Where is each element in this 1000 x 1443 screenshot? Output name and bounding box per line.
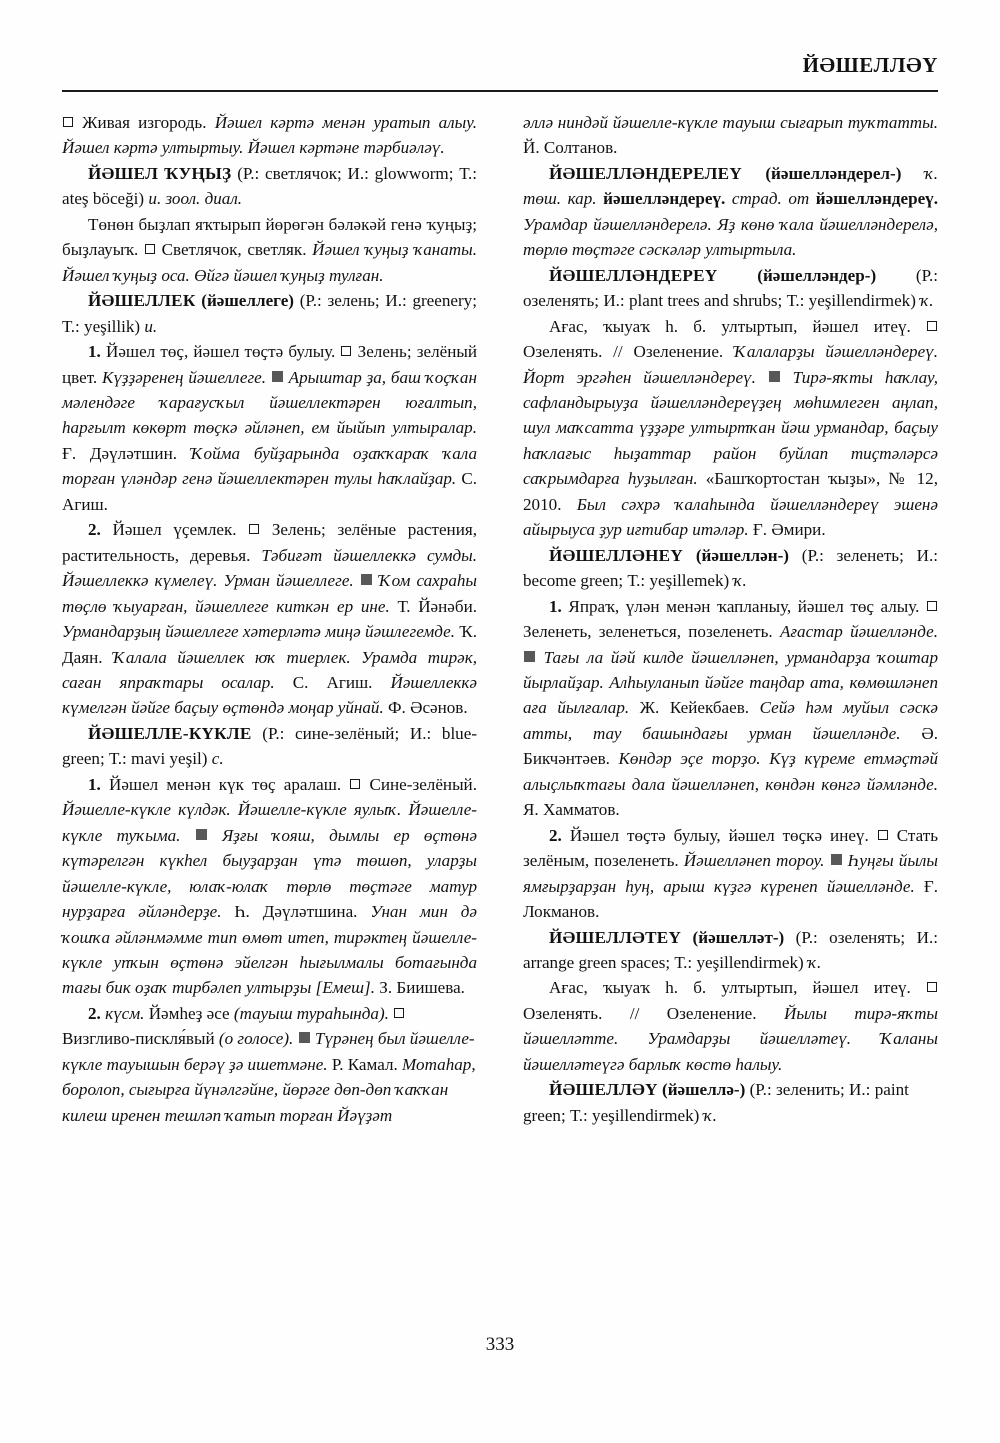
sense-number: 1. [88,342,101,362]
definition: Йәшел үҫемлек. [112,520,237,540]
continuation-paragraph [523,110,938,161]
examples: Йәшелләнеп тороу. [683,851,825,871]
citation-text: Был сәхрә ҡалаһында йәшелләндереү эшенә айырыуса ҙур иғтибар итәләр. [523,494,938,540]
headword-inflection: (йәшелләт-) [692,927,785,947]
headword: ЙӘШЕЛЛӘТЕҮ [549,927,682,947]
grammar-label: и. зоол. диал. [148,189,243,209]
russian-gloss-marker-icon [927,982,937,992]
examples: Урамдар йәшелләндерелә. Яҙ көнө ҡала йәшелләндерелә, төрлө төҫтәге сәскәләр ултыртыла. [523,214,938,260]
definition: Япраҡ, үлән менән ҡапланыу, йәшел төҫ алыу. [568,596,920,616]
entry-headword-line [523,1077,938,1128]
headword: ЙӘШЕЛЛӘНДЕРЕЛЕҮ [549,163,743,183]
en-label: И.: [385,291,407,311]
en-label: И.: [347,163,369,183]
entry-headword-line [62,161,477,212]
russian-cross-reference: йәшелләндереү. [815,189,938,209]
en-equivalent: become green; [523,571,624,591]
citation-marker-icon [831,854,842,865]
equiv-open: ( [801,545,808,565]
russian-gloss-marker-icon [350,779,360,789]
examples: Күҙҙәренең йәшеллеге. [102,367,266,387]
ru-equivalent: озеленять; [523,291,600,311]
ru-equivalent: зеленить; [775,1080,845,1100]
tr-equivalent: yeşillendirmek) [696,952,804,972]
examples: Ағастар йәшелләнде. [779,622,938,642]
sense-number: 2. [88,520,101,540]
sense-paragraph [523,594,938,823]
citation-text: Тағы ла йәй килде йәшелләнеп, урмандарҙа ҡоштар йырлайҙар. Алһыуланып йәйге таңдар ата, көмөшләнеп аға йылғалар. [523,647,938,718]
ru-label: Р.: [801,927,818,947]
russian-gloss: Визгливо-пискля́вый [62,1029,215,1049]
en-equivalent: blue-green; [62,723,478,769]
tr-label: Т.: [627,571,646,591]
equiv-open: ( [749,1080,756,1100]
citation-author: Ж. Кейекбаев. [639,698,750,718]
citation-marker-icon [769,371,780,382]
citation-author: Һ. Дәүләтшина. [234,902,358,922]
ru-label: Р.: [921,265,938,285]
usage-label: күсм. [105,1003,145,1023]
sense-paragraph [62,1001,477,1128]
tr-equivalent: yeşillendirmek) [808,291,916,311]
ru-label: Р.: [267,723,285,743]
en-equivalent: glowworm; [374,163,454,183]
citation-author: «Башҡортостан ҡыҙы», № 12, 2010. [523,469,938,514]
citation-author: С. Агиш. [292,672,373,692]
russian-gloss: Зелень; зелёные растения, растительность, деревья. [62,520,477,565]
citation-text: Урмандарҙың йәшеллеге хәтерләтә миңә йәшлегемде. [62,622,455,642]
headword-inflection: (йәшеллеге) [201,291,294,311]
citation-text: Түрәнең был йәшелле-күкле тауышын берәү ҙә ишетмәне. [62,1029,475,1074]
ru-equivalent: зелень; [327,291,380,311]
citation-text: Йәшеллеккә күмелгән йәйге баҫыу өҫтөндә моңар уйнай. [62,672,477,718]
citation-text: Мотаһар, боролоп, сығырға йүнәлгәйне, йөрәге дөп-дөп ҡаҡҡан килеш иренен тешләп ҡатып торған Йәүҙәт [62,1054,476,1125]
citation-text: Ҡом сахраһы төҫлө ҡыуарған, йәшеллеге киткән ер ине. [62,571,477,616]
cross-reference: йәшелләндереү. [603,189,726,209]
entry-definition-paragraph [62,212,477,288]
citation-marker-icon [361,574,372,585]
citation-author: Ф. Әсәнов. [388,698,468,718]
russian-gloss-qualifier: (о голосе). [218,1029,294,1049]
russian-gloss: Зелень; зелёный цвет. [62,342,477,387]
en-label: И.: [916,545,939,565]
headword: ЙӘШЕЛЛЕК [88,291,196,311]
headword-inflection: (йәшеллә-) [662,1080,746,1100]
sense-number: 2. [88,1003,101,1023]
ru-label: Р.: [755,1080,772,1100]
examples: Йәшел ҡуңыҙ ҡанаты. Йәшел ҡуңыҙ оса. Өйгә йәшел ҡуңыҙ тулған. [62,240,477,285]
headword: ЙӘШЕЛЛӘНЕҮ [549,545,684,565]
citation-author: С. Агиш. [62,469,477,514]
citation-marker-icon [272,371,283,382]
citation-author: Ғ. Локманов. [523,876,938,922]
russian-gloss-marker-icon [878,830,888,840]
grammar-label: ҡ. [808,952,822,972]
sense-paragraph [62,772,477,1001]
en-equivalent: paint green; [523,1080,909,1125]
grammar-label: ҡ. [733,571,747,591]
tr-label: Т.: [109,749,127,769]
citation-marker-icon [299,1032,310,1043]
entry-headword-line [523,161,938,263]
headword-inflection: (йәшелләндер-) [757,265,877,285]
tr-label: Т.: [459,163,477,183]
ru-label: Р.: [305,291,322,311]
equiv-open: ( [299,291,306,311]
entry-headword-line [62,721,477,772]
en-label: И.: [409,723,432,743]
ru-equivalent: озеленять; [829,927,906,947]
russian-gloss: Светлячок, светляк. [161,240,307,260]
continuation-paragraph [62,110,477,161]
page-number: 333 [485,1334,515,1355]
ru-equivalent: зеленеть; [836,545,904,565]
russian-gloss: Стать зелёным, позеленеть. [523,825,938,871]
tr-equivalent: yeşillendirmek) [592,1105,700,1125]
russian-note: страд. от [731,189,810,209]
citation-marker-icon [196,829,207,840]
russian-gloss-marker-icon [341,346,351,356]
grammar-label: ҡ. [703,1105,717,1125]
tr-label: Т.: [674,952,693,972]
equiv-open: ( [237,163,243,183]
citation-author: Ҡ. Даян. [62,622,477,667]
tr-label: Т.: [786,291,805,311]
ru-label: Р.: [242,163,260,183]
equiv-open: ( [915,265,922,285]
header-rule [62,90,938,92]
headword-inflection: (йәшелләндерел-) [765,163,902,183]
text-columns [62,110,938,1128]
russian-gloss-marker-icon [249,524,259,534]
ru-equivalent: сине-зелёный; [295,723,400,743]
definition: Ағас, ҡыуаҡ һ. б. ултыртып, йәшел итеү. [549,316,911,336]
en-equivalent: greenery; [412,291,477,311]
sense-number: 2. [549,825,562,845]
entry-definition-paragraph [523,975,938,1077]
grammar-label: и. [144,316,158,336]
sense-number: 1. [88,774,101,794]
citation-text: Яҙғы ҡояш, дымлы ер өҫтөнә күтәрелгән күкһел быуҙарҙан үтә төшөп, уларҙы йәшелле-күкле, юлаҡ-юлаҡ төрлө төҫтәге матур нурҙарға әйләндерҙе. [62,825,477,922]
examples: Йылы тирә-яҡты йәшелләтте. Урамдарҙы йәшелләтеү. Ҡаланы йәшелләтеүгә барлыҡ көстө һалыу. [523,1003,939,1074]
russian-gloss-marker-icon [927,601,937,611]
headword: ЙӘШЕЛЛЕ-КҮКЛЕ [88,723,252,743]
continuation-gloss: Живая изгородь. [82,113,207,132]
en-equivalent: arrange green spaces; [523,952,671,972]
russian-gloss-marker-icon [63,117,73,127]
citation-text: Көндәр эҫе торҙо. Күҙ күреме етмәҫтәй алыҫлыҡтағы дала йәшелләнеп, көндән көнгә йәмләнде. [523,749,938,794]
citation-text: Унан мин дә ҡошҡа әйләнмәмме тип өмөт итеп, тирәктең йәшелле-күкле упҡын өҫтөнә эйелгән һығылмалы ботағында тағы бик оҙаҡ тирбәлеп ултырҙы [Емеш]. [62,902,477,998]
citation-text: Арыштар ҙа, баш ҡоҫҡан мәлендәге ҡарағусҡыл йәшеллектәрен юғалтып, һарғылт көкөрт төҫкә әйләнеп, ем йыйып ултыралар. [62,367,477,438]
russian-gloss: Озеленять. // Озеленение. [523,1003,757,1023]
definition: Ағас, ҡыуаҡ һ. б. ултыртып, йәшел итеү. [549,978,911,998]
equiv-open: ( [795,927,802,947]
tr-label: Т.: [570,1105,588,1125]
citation-text: Һуңғы йылы ямғырҙарҙан һуң, арыш күҙгә күренеп йәшелләнде. [523,851,938,896]
russian-gloss-marker-icon [927,321,937,331]
tr-label: Т.: [62,316,80,336]
entry-definition-paragraph [523,314,938,543]
tr-equivalent: yeşillemek) [649,571,730,591]
equiv-open: ( [262,723,268,743]
russian-gloss-marker-icon [145,244,155,254]
en-label: И.: [849,1080,871,1100]
definition: Йәшел менән күк төҫ аралаш. [108,774,342,794]
citation-text: Тирә-яҡты һаҡлау, сафландырыуҙа йәшелләндереүҙең мөһимлеген аңлап, шул маҡсатта үҙҙәре ултыртҡан йәш урмандар, баҫыу һаҡлағыс һыҙаттар район буйлап тиҫтәләрсә саҡрымдарға һуҙылған. [523,367,938,489]
headword: ЙӘШЕЛЛӘНДЕРЕҮ [549,265,718,285]
citation-marker-icon [524,651,535,662]
russian-gloss-marker-icon [394,1008,404,1018]
examples: Йәшелле-күкле күлдәк. Йәшелле-күкле яулыҡ. Йәшелле-күкле туҡыма. [62,800,477,845]
headword: ЙӘШЕЛ ҠУҢЫҘ [88,163,232,183]
en-equivalent: plant trees and shrubs; [628,291,783,311]
sense-paragraph [62,517,477,721]
continuation-text: әллә ниндәй йәшелле-күкле тауыш сығарып туҡтатты. [523,113,938,132]
headword: ЙӘШЕЛЛӘҮ [549,1080,658,1100]
en-label: И.: [916,927,938,947]
citation-author: З. Биишева. [379,978,465,998]
russian-gloss: Озеленять. // Озеленение. [523,342,724,362]
sense-paragraph [62,339,477,517]
entry-headword-line [523,263,938,314]
sense-paragraph [523,823,938,925]
continuation-author: Й. Солтанов. [523,138,618,158]
definition: Төнөн быҙлап яҡтырып йөрөгән бәләкәй генә ҡуңыҙ; быҙлауыҡ. [62,214,477,260]
running-header [62,52,938,86]
grammar-label: ҡ. төш. кар. [523,163,938,209]
left-column [62,110,477,1128]
right-column [523,110,938,1128]
citation-text: Сейә һәм муйыл сәскә атты, тау башындағы урман йәшелләнде. [523,698,938,743]
headword-inflection: (йәшеллән-) [695,545,789,565]
definition: Йәмһеҙ әсе [148,1003,230,1023]
definition-qualifier: (тауыш тураһында). [233,1003,389,1023]
ru-equivalent: светлячок; [265,163,342,183]
definition: Йәшел төҫтә булыу, йәшел төҫкә инеү. [569,825,869,845]
continuation-examples: Йәшел кәртә менән уратып алыу. Йәшел кәртә ултыртыу. Йәшел кәртәне тәрбиәләү. [62,113,477,158]
citation-author: Р. Камал. [331,1054,398,1074]
tr-equivalent: ateş böceği) [62,189,145,209]
russian-gloss: Зеленеть, зеленеться, позеленеть. [523,622,773,642]
citation-text: Ҡойма буйҙарында оҙаҡҡараҡ ҡала торған үләндәр генә йәшеллектәрен тулы һаҡлайҙар. [62,443,478,489]
en-label: И.: [603,291,625,311]
definition: Йәшел төҫ, йәшел төҫтә булыу. [105,342,336,362]
ru-label: Р.: [807,545,824,565]
examples: Ҡалаларҙы йәшелләндереү. Йорт эргәһен йәшелләндереү. [523,342,938,387]
tr-equivalent: mavi yeşil) [131,749,208,769]
citation-author: Ғ. Әмири. [752,520,826,540]
grammar-label: с. [211,749,224,769]
entry-headword-line [62,288,477,339]
citation-author: Ә. Бикчәнтәев. [523,723,938,769]
running-header-title: ЙӘШЕЛЛӘҮ [802,53,938,77]
entry-headword-line [523,543,938,594]
entry-headword-line [523,925,938,976]
citation-text: Ҡалала йәшеллек юҡ тиерлек. Урамда тирәк, саған япраҡтары осалар. [62,647,477,692]
sense-number: 1. [549,596,562,616]
russian-gloss: Сине-зелёный. [369,774,477,794]
grammar-label: ҡ. [920,291,934,311]
citation-author: Т. Йәнәби. [397,596,477,616]
citation-author: Я. Хамматов. [523,800,620,820]
examples: Тәбиғәт йәшеллеккә сумды. Йәшеллеккә күмелеү. Урман йәшеллеге. [62,545,478,591]
tr-equivalent: yeşillik) [84,316,141,336]
citation-author: Ғ. Дәүләтшин. [62,443,177,463]
